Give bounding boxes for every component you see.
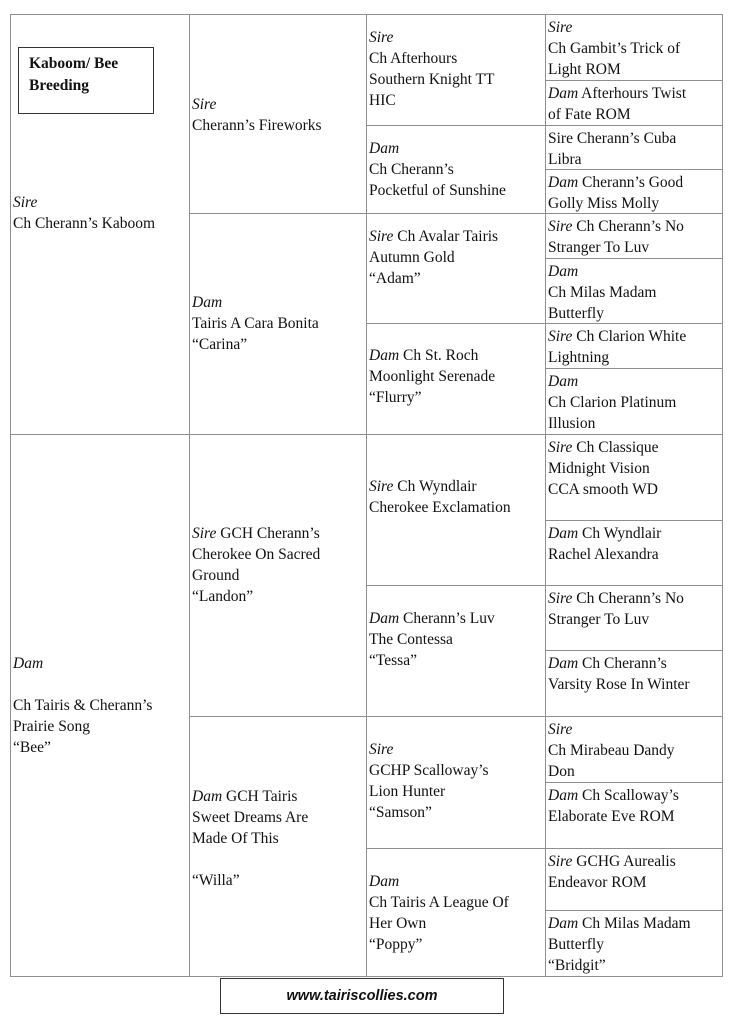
dog-name: Ch Milas Madam Butterfly “Bridgit” — [548, 915, 691, 974]
dog-name: Ch Milas Madam Butterfly — [548, 284, 657, 322]
dog-name: Cherann’s Fireworks — [192, 117, 322, 134]
gen2-dam-dam-cell — [189, 716, 367, 977]
role-label: Sire — [13, 194, 38, 211]
role-label: Dam — [13, 655, 44, 672]
role-label: Sire — [369, 228, 394, 245]
role-label: Dam — [548, 263, 579, 280]
role-label: Sire — [369, 741, 394, 758]
dog-name: Ch Clarion White Lightning — [548, 328, 687, 366]
role-label: Sire — [369, 29, 394, 46]
dog-name: Ch Mirabeau Dandy Don — [548, 742, 675, 780]
dog-name: Cherann’s Luv The Contessa “Tessa” — [369, 610, 495, 669]
role-label: Sire — [369, 478, 394, 495]
gen4-cell-3 — [545, 125, 723, 170]
role-label: Sire — [548, 218, 573, 235]
gen4-cell-13 — [545, 716, 723, 783]
gen3-cell-g — [366, 716, 546, 849]
role-label: Dam — [369, 140, 400, 157]
dog-name: Ch Afterhours Southern Knight TT HIC — [369, 50, 495, 109]
gen1-dam-cell — [10, 434, 190, 977]
gen4-cell-2 — [545, 80, 723, 126]
dog-name: GCH Tairis Sweet Dreams Are Made Of This “Willa” — [192, 788, 309, 889]
gen2-dam-sire-cell — [189, 434, 367, 717]
dog-name: Ch Scalloway’s Elaborate Eve ROM — [548, 787, 679, 825]
dog-name: Ch Cherann’s Pocketful of Sunshine — [369, 161, 506, 199]
dog-name: Ch Wyndlair Cherokee Exclamation — [369, 478, 511, 516]
gen3-cell-c — [366, 213, 546, 324]
dog-name: Ch Wyndlair Rachel Alexandra — [548, 525, 662, 563]
gen3-cell-f — [366, 585, 546, 717]
role-label: Dam — [369, 873, 400, 890]
gen4-cell-7 — [545, 323, 723, 369]
role-label: Sire — [548, 590, 573, 607]
role-label: Sire — [548, 853, 573, 870]
dog-name: Ch Gambit’s Trick of Light ROM — [548, 40, 681, 78]
dog-name: Ch Cherann’s No Stranger To Luv — [548, 590, 684, 628]
role-label: Sire — [192, 96, 217, 113]
gen3-cell-b — [366, 125, 546, 214]
gen2-sire-dam-cell — [189, 213, 367, 435]
role-label: Dam — [548, 373, 579, 390]
gen4-cell-9 — [545, 434, 723, 521]
gen4-cell-12 — [545, 650, 723, 717]
gen4-cell-10 — [545, 520, 723, 586]
gen4-cell-15 — [545, 848, 723, 911]
gen4-cell-4 — [545, 169, 723, 214]
dog-name: GCHP Scalloway’s Lion Hunter “Samson” — [369, 762, 489, 821]
dog-name: Ch Classique Midnight Vision CCA smooth WD — [548, 439, 659, 498]
gen4-cell-6 — [545, 258, 723, 324]
page-title — [18, 47, 154, 114]
gen4-cell-11 — [545, 585, 723, 651]
website-footer — [220, 978, 504, 1014]
dog-name: Ch Tairis & Cherann’s Prairie Song “Bee” — [13, 697, 153, 756]
dog-name: GCHG Aurealis Endeavor ROM — [548, 853, 676, 891]
role-label: Dam — [548, 915, 579, 932]
gen4-cell-16 — [545, 910, 723, 977]
gen4-cell-1 — [545, 14, 723, 81]
dog-name: GCH Cherann’s Cherokee On Sacred Ground “Landon” — [192, 525, 321, 605]
dog-name: Ch Cherann’s No Stranger To Luv — [548, 218, 684, 256]
dog-name: Tairis A Cara Bonita “Carina” — [192, 315, 319, 353]
role-label: Sire — [548, 439, 573, 456]
dog-name: Ch Cherann’s Varsity Rose In Winter — [548, 655, 690, 693]
dog-name: Sire Cherann’s Cuba Libra — [548, 130, 677, 168]
dog-name: Cherann’s Good Golly Miss Molly — [548, 174, 684, 212]
role-label: Dam — [548, 85, 579, 102]
pedigree-chart — [10, 14, 723, 977]
dog-name: Ch Cherann’s Kaboom — [13, 215, 156, 232]
page-title-text: Kaboom/ Bee Breeding — [29, 55, 119, 94]
gen3-cell-d — [366, 323, 546, 435]
dog-name: Ch Tairis A League Of Her Own “Poppy” — [369, 894, 509, 953]
role-label: Sire — [548, 328, 573, 345]
dog-name: Afterhours Twist of Fate ROM — [548, 85, 687, 123]
role-label: Dam — [548, 525, 579, 542]
role-label: Dam — [369, 347, 400, 364]
website-link: www.tairiscollies.com — [286, 988, 438, 1004]
dog-name: Ch Clarion Platinum Illusion — [548, 394, 677, 432]
gen2-sire-sire-cell — [189, 14, 367, 214]
role-label: Dam — [548, 655, 579, 672]
gen4-cell-8 — [545, 368, 723, 435]
dog-name: Ch Avalar Tairis Autumn Gold “Adam” — [369, 228, 499, 287]
role-label: Sire — [548, 721, 573, 738]
gen4-cell-5 — [545, 213, 723, 259]
role-label: Dam — [192, 788, 223, 805]
gen3-cell-h — [366, 848, 546, 977]
role-label: Dam — [548, 787, 579, 804]
gen4-cell-14 — [545, 782, 723, 849]
dog-name: Ch St. Roch Moonlight Serenade “Flurry” — [369, 347, 496, 406]
gen3-cell-a — [366, 14, 546, 126]
role-label: Dam — [192, 294, 223, 311]
role-label: Sire — [192, 525, 217, 542]
role-label: Dam — [548, 174, 579, 191]
gen3-cell-e — [366, 434, 546, 586]
role-label: Dam — [369, 610, 400, 627]
role-label: Sire — [548, 19, 573, 36]
